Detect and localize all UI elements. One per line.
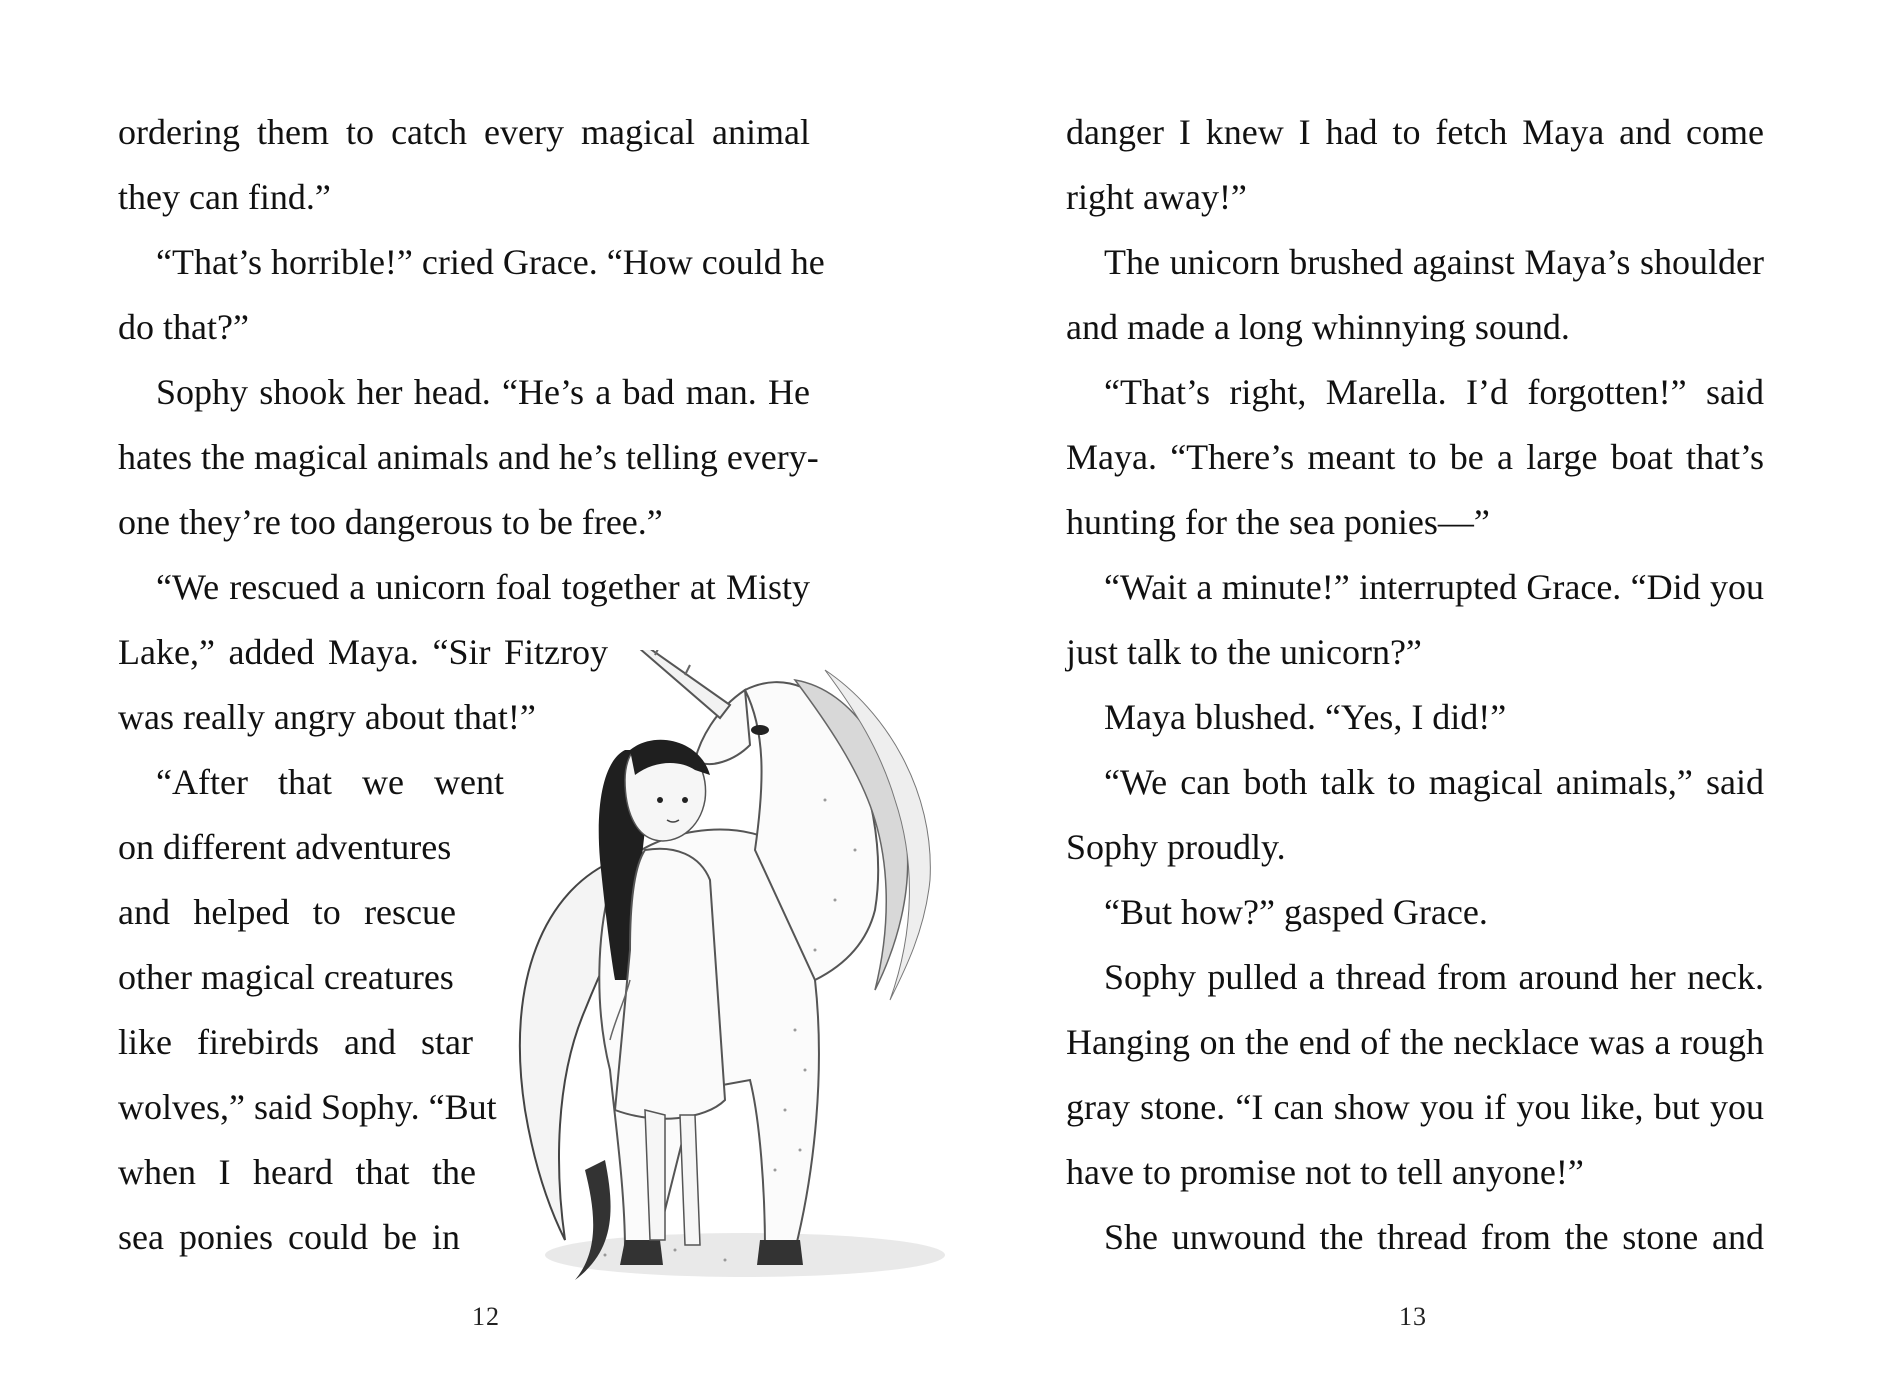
text-line: one they’re too dangerous to be free.”	[118, 502, 663, 542]
text-line: do that?”	[118, 307, 249, 347]
text-line: “But how?” gasped Grace.	[1104, 892, 1488, 932]
text-line: sea ponies could be in	[118, 1217, 460, 1257]
left-page	[0, 0, 938, 1396]
text-line: other magical creatures	[118, 957, 454, 997]
text-line: ordering them to catch every magical animal	[118, 112, 810, 152]
text-line: have to promise not to tell anyone!”	[1066, 1152, 1584, 1192]
text-line: and made a long whinnying sound.	[1066, 307, 1570, 347]
text-line: they can find.”	[118, 177, 331, 217]
right-page	[938, 0, 1877, 1396]
text-line: “That’s right, Marella. I’d forgotten!” said	[1104, 372, 1764, 412]
text-line: Sophy pulled a thread from around her neck.	[1104, 957, 1764, 997]
text-line: Maya blushed. “Yes, I did!”	[1104, 697, 1507, 737]
text-line: danger I knew I had to fetch Maya and come	[1066, 112, 1764, 152]
text-line: Sophy proudly.	[1066, 827, 1286, 867]
text-line: on different adventures	[118, 827, 452, 867]
text-line: Hanging on the end of the necklace was a rough	[1066, 1022, 1764, 1062]
text-line: gray stone. “I can show you if you like, but you	[1066, 1087, 1764, 1127]
text-line: and helped to rescue	[118, 892, 456, 932]
page-number: 13	[1399, 1302, 1427, 1331]
text-line: when I heard that the	[118, 1152, 476, 1192]
text-line: “After that we went	[156, 762, 504, 802]
text-line: Sophy shook her head. “He’s a bad man. He	[156, 372, 810, 412]
text-line: Maya. “There’s meant to be a large boat that’s	[1066, 437, 1764, 477]
page-number: 12	[472, 1302, 500, 1331]
text-line: hates the magical animals and he’s telling every-	[118, 437, 819, 477]
text-line: wolves,” said Sophy. “But	[118, 1087, 497, 1127]
text-line: She unwound the thread from the stone and	[1104, 1217, 1764, 1257]
text-line: “That’s horrible!” cried Grace. “How could he	[156, 242, 825, 282]
text-line: “We rescued a unicorn foal together at Misty	[156, 567, 810, 607]
text-line: The unicorn brushed against Maya’s shoulder	[1104, 242, 1764, 282]
text-line: right away!”	[1066, 177, 1247, 217]
text-line: “We can both talk to magical animals,” said	[1104, 762, 1764, 802]
text-line: Lake,” added Maya. “Sir Fitzroy	[118, 632, 608, 672]
text-line: was really angry about that!”	[118, 697, 536, 737]
text-line: “Wait a minute!” interrupted Grace. “Did you	[1104, 567, 1764, 607]
text-line: just talk to the unicorn?”	[1066, 632, 1422, 672]
text-line: hunting for the sea ponies—”	[1066, 502, 1490, 542]
unicorn-and-girl-illustration-icon	[495, 650, 955, 1290]
text-line: like firebirds and star	[118, 1022, 473, 1062]
